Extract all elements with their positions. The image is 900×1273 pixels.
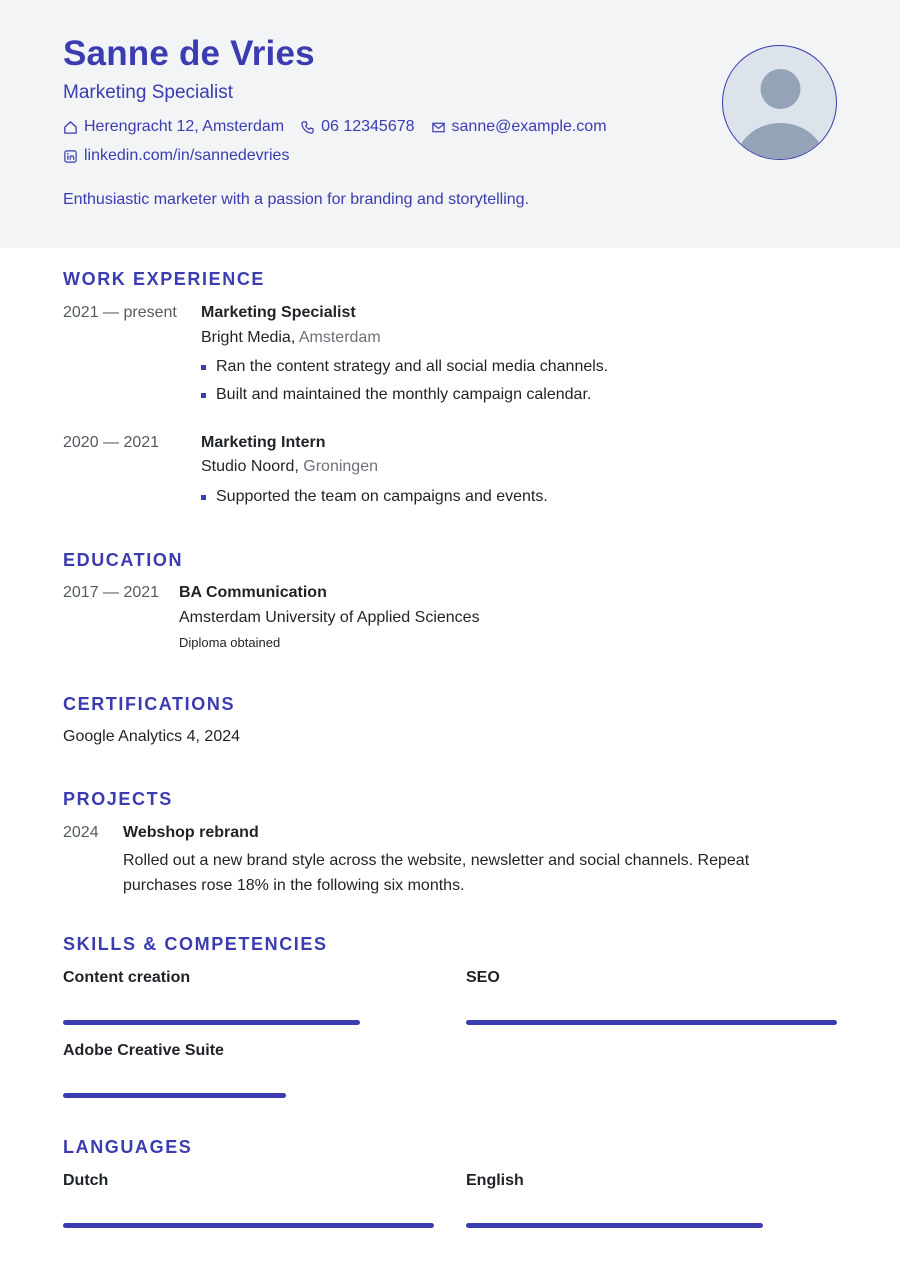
skill-bar-fill [466,1020,837,1025]
contact-row-2 [63,147,305,165]
avatar [722,45,837,160]
phone-text: 06 12345678 [321,118,415,135]
candidate-name: Sanne de Vries [63,34,315,73]
language-bar [466,1223,837,1228]
bullet-text: Built and maintained the monthly campaign calendar. [216,386,592,403]
section-title-skills: SKILLS & COMPETENCIES [63,934,328,954]
company-location: Groningen [303,458,378,475]
work-role: Marketing Specialist [201,304,356,321]
bullet-marker [201,495,206,500]
section-title-certifications: CERTIFICATIONS [63,694,236,714]
contact-linkedin[interactable] [63,147,289,165]
bullet-text: Supported the team on campaigns and events. [216,488,548,505]
project-description: Rolled out a new brand style across the website, newsletter and social channels. Repeat purchases rose 18% in the following six months. [123,852,750,894]
certification-item: Google Analytics 4, 2024 [63,728,241,745]
section-title-projects: PROJECTS [63,789,173,809]
language-name: English [466,1172,524,1189]
project-name: Webshop rebrand [123,824,259,841]
email-link[interactable]: sanne@example.com [451,118,607,135]
section-title-education: EDUCATION [63,550,184,570]
section-title-languages: LANGUAGES [63,1137,193,1157]
skill-bar [63,1093,434,1098]
work-company: Bright Media, Amsterdam [201,329,381,346]
contact-phone [300,118,414,136]
profile-summary: Enthusiastic marketer with a passion for branding and storytelling. [63,191,530,208]
work-bullet [201,358,608,376]
contact-address [63,118,284,136]
skill-bar-fill [63,1020,360,1025]
skill-name: SEO [466,969,500,986]
bullet-marker [201,393,206,398]
candidate-title: Marketing Specialist [63,82,234,103]
linkedin-icon [63,149,78,164]
work-bullet [201,386,591,404]
skill-bar [63,1020,434,1025]
skill-bar-fill [63,1093,286,1098]
resume-header [0,0,900,248]
language-bar [63,1223,434,1228]
project-year: 2024 [63,824,99,841]
home-icon [63,120,78,135]
skill-name: Content creation [63,969,191,986]
company-name: Studio Noord [201,458,295,475]
skill-bar [466,1020,837,1025]
language-name: Dutch [63,1172,109,1189]
phone-icon [300,120,315,135]
mail-icon [431,120,446,135]
education-degree: BA Communication [179,584,327,601]
skill-name: Adobe Creative Suite [63,1042,224,1059]
user-silhouette-icon [723,46,837,160]
address-text: Herengracht 12, Amsterdam [84,118,285,135]
bullet-marker [201,365,206,370]
contact-row [63,118,623,136]
language-bar-fill [466,1223,763,1228]
education-date: 2017 — 2021 [63,584,160,601]
company-location: Amsterdam [298,329,381,346]
contact-email[interactable] [431,118,607,136]
work-bullet [201,488,548,506]
bullet-text: Ran the content strategy and all social media channels. [216,358,609,375]
work-date: 2021 — present [63,304,177,321]
education-school: Amsterdam University of Applied Sciences [179,609,480,626]
work-role: Marketing Intern [201,434,326,451]
work-date: 2020 — 2021 [63,434,160,451]
language-bar-fill [63,1223,434,1228]
linkedin-link[interactable]: linkedin.com/in/sannedevries [84,147,290,164]
company-name: Bright Media [201,329,291,346]
work-company: Studio Noord, Groningen [201,458,378,475]
section-title-work: WORK EXPERIENCE [63,269,266,289]
education-note: Diploma obtained [179,635,281,650]
